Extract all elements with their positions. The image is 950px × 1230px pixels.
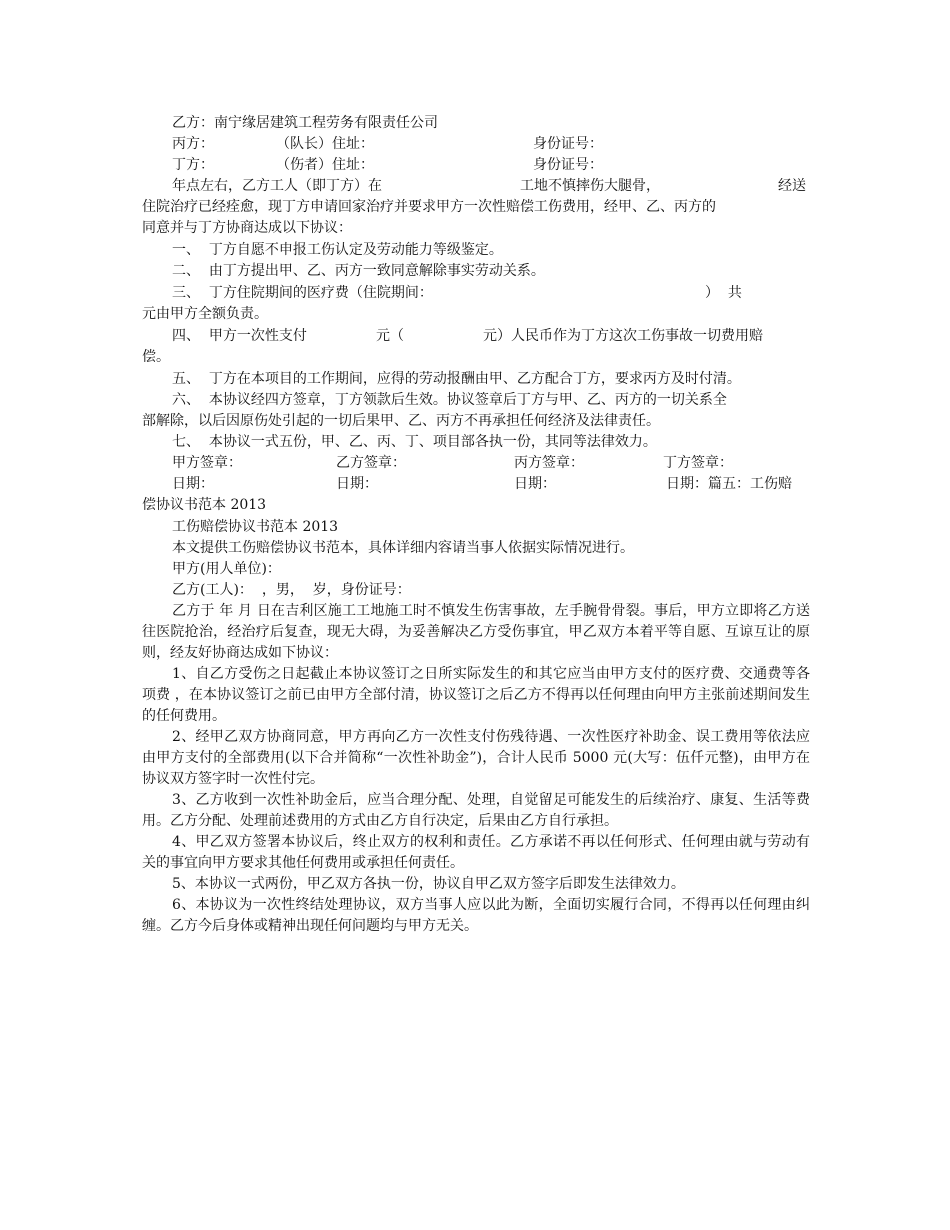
clause-3-part1: 三、 丁方住院期间的医疗费（住院期间： bbox=[172, 285, 433, 301]
party-c-label: 丙方： bbox=[172, 136, 214, 152]
clause-6: 六、 本协议经四方签章，丁方领款后生效。协议签章后丁方与甲、乙、丙方的一切关系全 bbox=[172, 392, 727, 408]
signature-party-c: 丙方签章： bbox=[514, 455, 584, 471]
clause-7: 七、 本协议一式五份，甲、乙、丙、丁、项目部各执一份，其同等法律效力。 bbox=[172, 434, 657, 450]
clause-4-part1: 四、 甲方一次性支付 bbox=[172, 328, 307, 344]
agreement-clause-5: 5、本协议一式两份，甲乙双方各执一份，协议自甲乙双方签字后即发生法律效力。 bbox=[172, 876, 685, 892]
party-b-line: 乙方：南宁缘居建筑工程劳务有限责任公司 bbox=[172, 115, 438, 131]
party-d-address-label: （伤者）住址： bbox=[276, 157, 374, 173]
signature-party-b: 乙方签章： bbox=[336, 455, 406, 471]
agreement-clause-3: 3、乙方收到一次性补助金后，应当合理分配、处理，自觉留足可能发生的后续治疗、康复、生活等费用。乙方分配、处理前述费用的方式由乙方自行决定，后果由乙方自行承担。 bbox=[142, 792, 810, 829]
clause-1: 一、 丁方自愿不申报工伤认定及劳动能力等级鉴定。 bbox=[172, 242, 503, 258]
agreement-clause-1: 1、自乙方受伤之日起截止本协议签订之日所实际发生的和其它应当由甲方支付的医疗费、交通费等各项费 ，在本协议签订之前已由甲方全部付清，协议签订之后乙方不得再以任何理由向甲方主张前述期间发生的任何费用。 bbox=[142, 666, 810, 724]
document-title: 工伤赔偿协议书范本 2013 bbox=[172, 519, 339, 535]
agreement-clause-4: 4、甲乙双方签署本协议后，终止双方的权利和责任。乙方承诺不再以任何形式、任何理由就与劳动有关的事宜向甲方要求其他任何费用或承担任何责任。 bbox=[142, 834, 810, 871]
date-party-b: 日期： bbox=[336, 476, 378, 492]
party-c-id-label: 身份证号： bbox=[533, 136, 603, 152]
incident-line-part1: 年点左右，乙方工人（即丁方）在 bbox=[172, 178, 382, 194]
agreement-clause-6: 6、本协议为一次性终结处理协议，双方当事人应以此为断，全面切实履行合同，不得再以任何理由纠缠。乙方今后身体或精神出现任何问题均与甲方无关。 bbox=[142, 897, 810, 934]
clause-3-part2: ） 共 bbox=[705, 285, 742, 301]
signature-party-d: 丁方签章： bbox=[663, 455, 733, 471]
clause-6-line-2: 部解除，以后因原伤处引起的一切后果甲、乙、丙方不再承担任何经济及法律责任。 bbox=[142, 413, 660, 429]
date-party-a: 日期： bbox=[172, 476, 214, 492]
party-a-employer: 甲方(用人单位)： bbox=[172, 561, 281, 577]
party-d-label: 丁方： bbox=[172, 157, 214, 173]
clause-2: 二、 由丁方提出甲、乙、丙方一致同意解除事实劳动关系。 bbox=[172, 263, 545, 279]
agreement-preamble: 乙方于 年 月 日在吉利区施工工地施工时不慎发生伤害事故，左手腕骨骨裂。事后，甲方立即将乙方送往医院抢治，经治疗后复查，现无大碍，为妥善解决乙方受伤事宜，甲乙双方本着平等自愿、互谅互让的原则，经友好协商达成如下协议： bbox=[142, 603, 810, 661]
agreement-clause-2: 2、经甲乙双方协商同意，甲方再向乙方一次性支付伤残待遇、一次性医疗补助金、误工费用等依法应由甲方支付的全部费用(以下合并简称“一次性补助金”)，合计人民币 5000 元(大写：伍仟元整)，由甲方在协议双方签字时一次性付完。 bbox=[142, 729, 810, 787]
party-c-address-label: （队长）住址： bbox=[276, 136, 374, 152]
date-party-c: 日期： bbox=[514, 476, 556, 492]
section-heading-continued: 偿协议书范本 2013 bbox=[142, 497, 267, 513]
clause-4-part2: 元（ bbox=[376, 328, 404, 344]
date-party-d: 日期：篇五：工伤赔 bbox=[666, 476, 792, 492]
agreement-body bbox=[142, 601, 810, 937]
signature-party-a: 甲方签章： bbox=[172, 455, 242, 471]
incident-line-part3: 经送 bbox=[778, 178, 806, 194]
clause-4-part3: 元）人民币作为丁方这次工伤事故一切费用赔 bbox=[483, 328, 763, 344]
party-b-worker: 乙方(工人)： ，男， 岁，身份证号： bbox=[172, 582, 411, 598]
clause-5: 五、 丁方在本项目的工作期间，应得的劳动报酬由甲、乙方配合丁方，要求丙方及时付清。 bbox=[172, 371, 741, 387]
document-intro: 本文提供工伤赔偿协议书范本，具体详细内容请当事人依据实际情况进行。 bbox=[172, 540, 634, 556]
incident-line-3: 同意并与丁方协商达成以下协议： bbox=[142, 220, 352, 236]
incident-line-2: 住院治疗已经痊愈，现丁方申请回家治疗并要求甲方一次性赔偿工伤费用，经甲、乙、丙方的 bbox=[142, 199, 716, 215]
party-d-id-label: 身份证号： bbox=[533, 157, 603, 173]
clause-4-line-2: 偿。 bbox=[142, 349, 170, 365]
clause-3-line-2: 元由甲方全额负责。 bbox=[142, 306, 268, 322]
incident-line-part2: 工地不慎摔伤大腿骨， bbox=[520, 178, 660, 194]
